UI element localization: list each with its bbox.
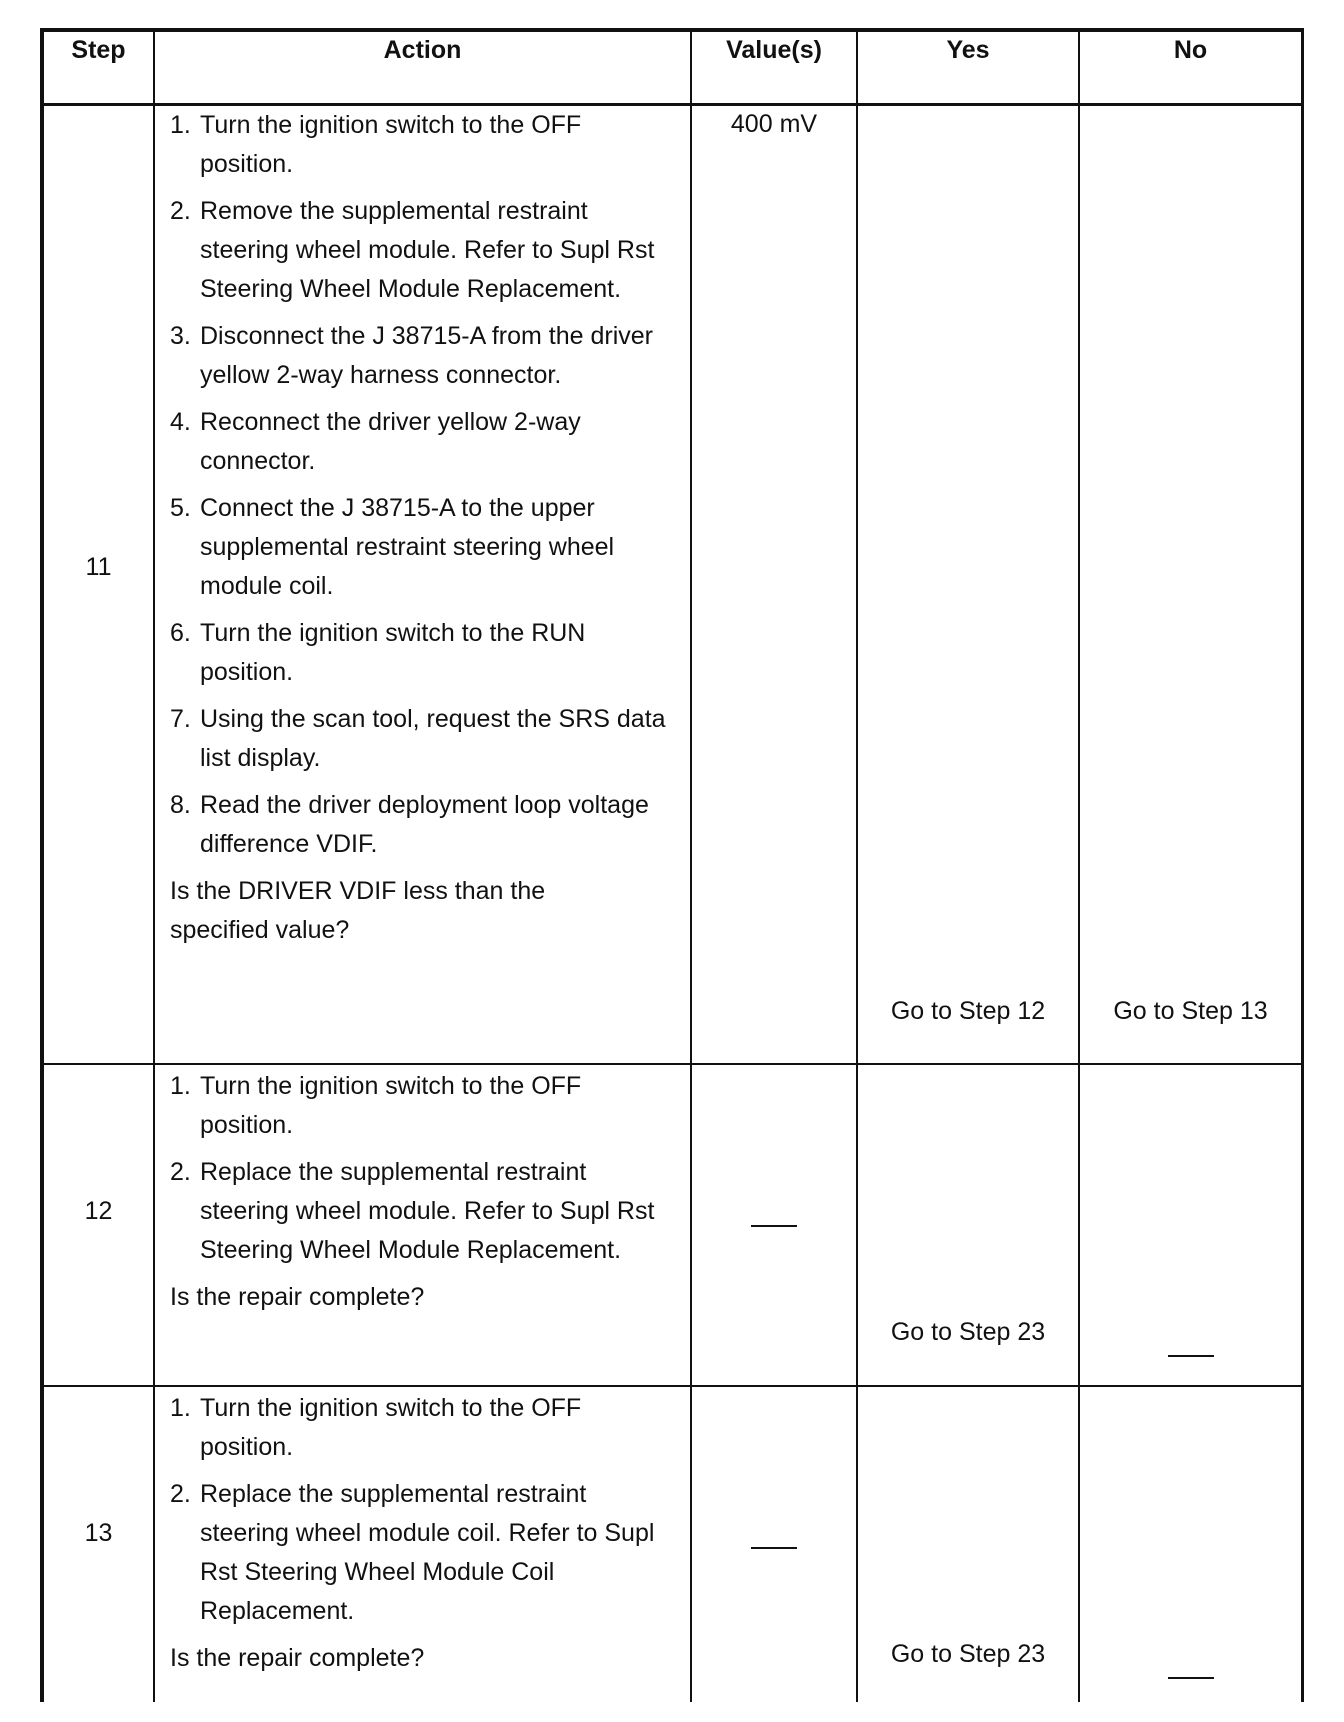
header-no: No (1173, 36, 1208, 64)
action-question: Is the DRIVER VDIF less than the specified value? (170, 877, 546, 944)
empty-value-dash (751, 1225, 797, 1227)
list-item: 8. Read the driver deployment loop voltage difference VDIF. (170, 791, 649, 858)
empty-value-dash (1168, 1355, 1214, 1357)
action-steps-list (170, 106, 682, 864)
action-cell (170, 1067, 682, 1317)
list-item: 1. Turn the ignition switch to the OFF position. (170, 111, 582, 178)
list-item: 7. Using the scan tool, request the SRS data list display. (170, 705, 666, 772)
column-divider-step (153, 30, 155, 1702)
list-item: 4. Reconnect the driver yellow 2-way connector. (170, 408, 581, 475)
step-number: 11 (85, 553, 112, 581)
no-outcome (1080, 1335, 1301, 1364)
column-divider-action (690, 30, 692, 1702)
list-item: 2. Replace the supplemental restraint steering wheel module coil. Refer to Supl Rst Steering Wheel Module Coil Replacement. (170, 1480, 655, 1625)
action-question: Is the repair complete? (170, 1644, 425, 1672)
list-item: 6. Turn the ignition switch to the RUN position. (170, 619, 586, 686)
no-outcome (1080, 1657, 1301, 1686)
action-steps-list (170, 1067, 682, 1270)
header-yes: Yes (946, 36, 990, 64)
value-cell (692, 1527, 856, 1556)
list-item: 5. Connect the J 38715-A to the upper supplemental restraint steering wheel module coil. (170, 494, 615, 600)
list-item: 2. Replace the supplemental restraint steering wheel module. Refer to Supl Rst Steering Wheel Module Replacement. (170, 1158, 655, 1264)
yes-outcome: Go to Step 23 (890, 1640, 1046, 1668)
empty-value-dash (751, 1547, 797, 1549)
action-cell (170, 106, 682, 950)
yes-outcome: Go to Step 12 (890, 997, 1046, 1025)
no-outcome: Go to Step 13 (1113, 997, 1268, 1025)
value-cell (692, 1205, 856, 1234)
action-cell (170, 1389, 682, 1678)
column-divider-values (856, 30, 858, 1702)
empty-value-dash (1168, 1677, 1214, 1679)
header-values: Value(s) (726, 36, 822, 64)
row-divider-11 (40, 1063, 1304, 1065)
list-item: 2. Remove the supplemental restraint steering wheel module. Refer to Supl Rst Steering Wheel Module Replacement. (170, 197, 655, 303)
table-border-right (1301, 30, 1304, 1702)
action-question: Is the repair complete? (170, 1283, 425, 1311)
step-number: 13 (84, 1519, 113, 1547)
table-border-top (40, 28, 1304, 32)
yes-outcome: Go to Step 23 (890, 1318, 1046, 1346)
row-divider-12 (40, 1385, 1304, 1387)
header-action: Action (383, 36, 462, 64)
table-border-left (40, 30, 44, 1702)
step-number: 12 (84, 1197, 113, 1225)
list-item: 3. Disconnect the J 38715-A from the driver yellow 2-way harness connector. (170, 322, 654, 389)
column-divider-yes (1078, 30, 1080, 1702)
header-step: Step (71, 36, 126, 64)
value-cell: 400 mV (730, 110, 818, 138)
list-item: 1. Turn the ignition switch to the OFF position. (170, 1072, 582, 1139)
list-item: 1. Turn the ignition switch to the OFF position. (170, 1394, 582, 1461)
action-steps-list (170, 1389, 682, 1631)
